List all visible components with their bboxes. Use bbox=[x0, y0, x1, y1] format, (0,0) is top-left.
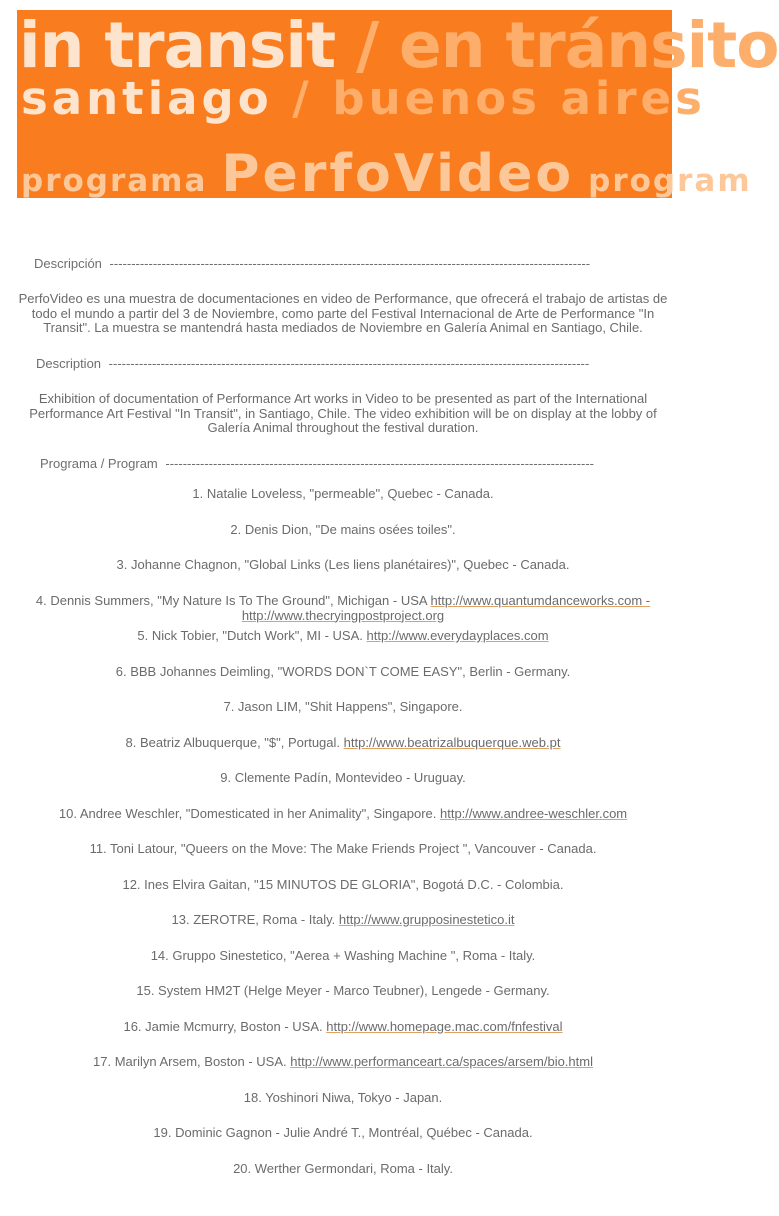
program-divider: --------------------------------------------------------------------------------------------------- bbox=[165, 456, 594, 471]
program-item bbox=[0, 841, 686, 877]
banner-program-line bbox=[21, 144, 752, 204]
program-item-link[interactable]: http://www.homepage.mac.com/fnfestival bbox=[326, 1018, 563, 1034]
program-item-text: 20. Werther Germondari, Roma - Italy. bbox=[233, 1160, 453, 1176]
program-item-text: 12. Ines Elvira Gaitan, "15 MINUTOS DE GLORIA", Bogotá D.C. - Colombia. bbox=[122, 876, 564, 892]
program-item-text: 11. Toni Latour, "Queers on the Move: The Make Friends Project ", Vancouver - Canada. bbox=[89, 841, 597, 856]
program-item-text: 19. Dominic Gagnon - Julie André T., Montréal, Québec - Canada. bbox=[153, 1125, 533, 1140]
descripcion-divider: --------------------------------------------------------------------------------------------------------------- bbox=[109, 256, 591, 271]
program-item-text: 8. Beatriz Albuquerque, "$", Portugal. bbox=[125, 734, 344, 750]
header-banner bbox=[17, 9, 779, 204]
program-item-text: 9. Clemente Padín, Montevideo - Uruguay. bbox=[220, 770, 466, 785]
program-item-text: 16. Jamie Mcmurry, Boston - USA. bbox=[123, 1018, 327, 1034]
program-item-link[interactable]: http://www.everydayplaces.com bbox=[366, 628, 549, 643]
program-item bbox=[0, 806, 686, 842]
program-item-text: 18. Yoshinori Niwa, Tokyo - Japan. bbox=[243, 1089, 443, 1105]
program-item bbox=[0, 699, 686, 735]
program-heading bbox=[40, 456, 674, 471]
program-list bbox=[0, 486, 686, 1196]
program-label: Programa / Program bbox=[40, 456, 158, 471]
program-item-text: 15. System HM2T (Helge Meyer - Marco Teubner), Lengede - Germany. bbox=[136, 983, 550, 998]
program-item bbox=[0, 948, 686, 984]
program-item-text: 10. Andree Weschler, "Domesticated in her Animality", Singapore. bbox=[58, 805, 440, 821]
program-item-link[interactable]: http://www.grupposinestetico.it bbox=[338, 912, 515, 927]
banner-program: program bbox=[588, 163, 752, 199]
program-item bbox=[0, 664, 686, 700]
program-item-text: 17. Marilyn Arsem, Boston - USA. bbox=[93, 1054, 291, 1069]
program-item-text: 1. Natalie Loveless, "permeable", Quebec - Canada. bbox=[192, 486, 494, 501]
program-item-link[interactable]: http://www.andree-weschler.com bbox=[440, 805, 628, 821]
program-item bbox=[0, 593, 686, 629]
description-label: Description bbox=[36, 356, 102, 371]
program-item bbox=[0, 628, 686, 664]
banner-perfovideo: PerfoVideo bbox=[221, 144, 575, 204]
program-item-text: 13. ZEROTRE, Roma - Italy. bbox=[171, 912, 339, 927]
program-item-text: 5. Nick Tobier, "Dutch Work", MI - USA. bbox=[137, 628, 367, 643]
banner-in-transit: in transit bbox=[19, 9, 336, 82]
banner-programa: programa bbox=[21, 163, 208, 199]
program-item-link[interactable]: http://www.beatrizalbuquerque.web.pt bbox=[343, 734, 561, 750]
program-item-text: 6. BBB Johannes Deimling, "WORDS DON`T COME EASY", Berlin - Germany. bbox=[115, 663, 571, 679]
program-item bbox=[0, 486, 686, 522]
program-item-link[interactable]: http://www.performanceart.ca/spaces/arsem/bio.html bbox=[290, 1054, 593, 1069]
program-item-text: 4. Dennis Summers, "My Nature Is To The Ground", Michigan - USA bbox=[35, 592, 431, 608]
program-item bbox=[0, 877, 686, 913]
banner-en-transito: / en tránsito bbox=[335, 9, 779, 82]
banner-santiago: santiago bbox=[21, 72, 273, 125]
program-item bbox=[0, 770, 686, 806]
banner-title-line bbox=[19, 9, 779, 82]
program-item-text: 7. Jason LIM, "Shit Happens", Singapore. bbox=[223, 699, 463, 714]
program-item bbox=[0, 522, 686, 558]
description-divider: --------------------------------------------------------------------------------------------------------------- bbox=[108, 356, 590, 371]
program-item bbox=[0, 1019, 686, 1055]
banner-city-line bbox=[21, 72, 706, 125]
descripcion-paragraph: PerfoVideo es una muestra de documentaciones en video de Performance, que ofrecerá el trabajo de artistas de todo el mundo a partir del 3 de Noviembre, como parte del Festival Internacional de Arte de Performance "In Transit". La muestra se mantendrá hasta mediados de Noviembre en Galería Animal en Santiago, Chile. bbox=[18, 291, 668, 335]
descripcion-heading bbox=[34, 256, 674, 271]
description-paragraph: Exhibition of documentation of Performance Art works in Video to be presented as part of the International Performance Art Festival "In Transit", in Santiago, Chile. The video exhibition will be on display at the lobby of Galería Animal throughout the festival duration. bbox=[29, 391, 657, 435]
descripcion-label: Descripción bbox=[34, 256, 102, 271]
program-item-text: 3. Johanne Chagnon, "Global Links (Les liens planétaires)", Quebec - Canada. bbox=[116, 557, 570, 572]
description-heading bbox=[36, 356, 676, 371]
program-item bbox=[0, 1054, 686, 1090]
program-item-text: 14. Gruppo Sinestetico, "Aerea + Washing Machine ", Roma - Italy. bbox=[150, 947, 536, 963]
banner-buenos-aires: / buenos aires bbox=[272, 72, 706, 125]
program-item bbox=[0, 735, 686, 771]
program-item bbox=[0, 557, 686, 593]
program-item bbox=[0, 912, 686, 948]
program-item bbox=[0, 1161, 686, 1197]
program-item-link[interactable]: http://www.quantumdanceworks.com - http://www.thecryingpostproject.org bbox=[241, 592, 651, 623]
program-item bbox=[0, 983, 686, 1019]
program-item-text: 2. Denis Dion, "De mains osées toiles". bbox=[230, 521, 456, 537]
program-item bbox=[0, 1090, 686, 1126]
program-item bbox=[0, 1125, 686, 1161]
